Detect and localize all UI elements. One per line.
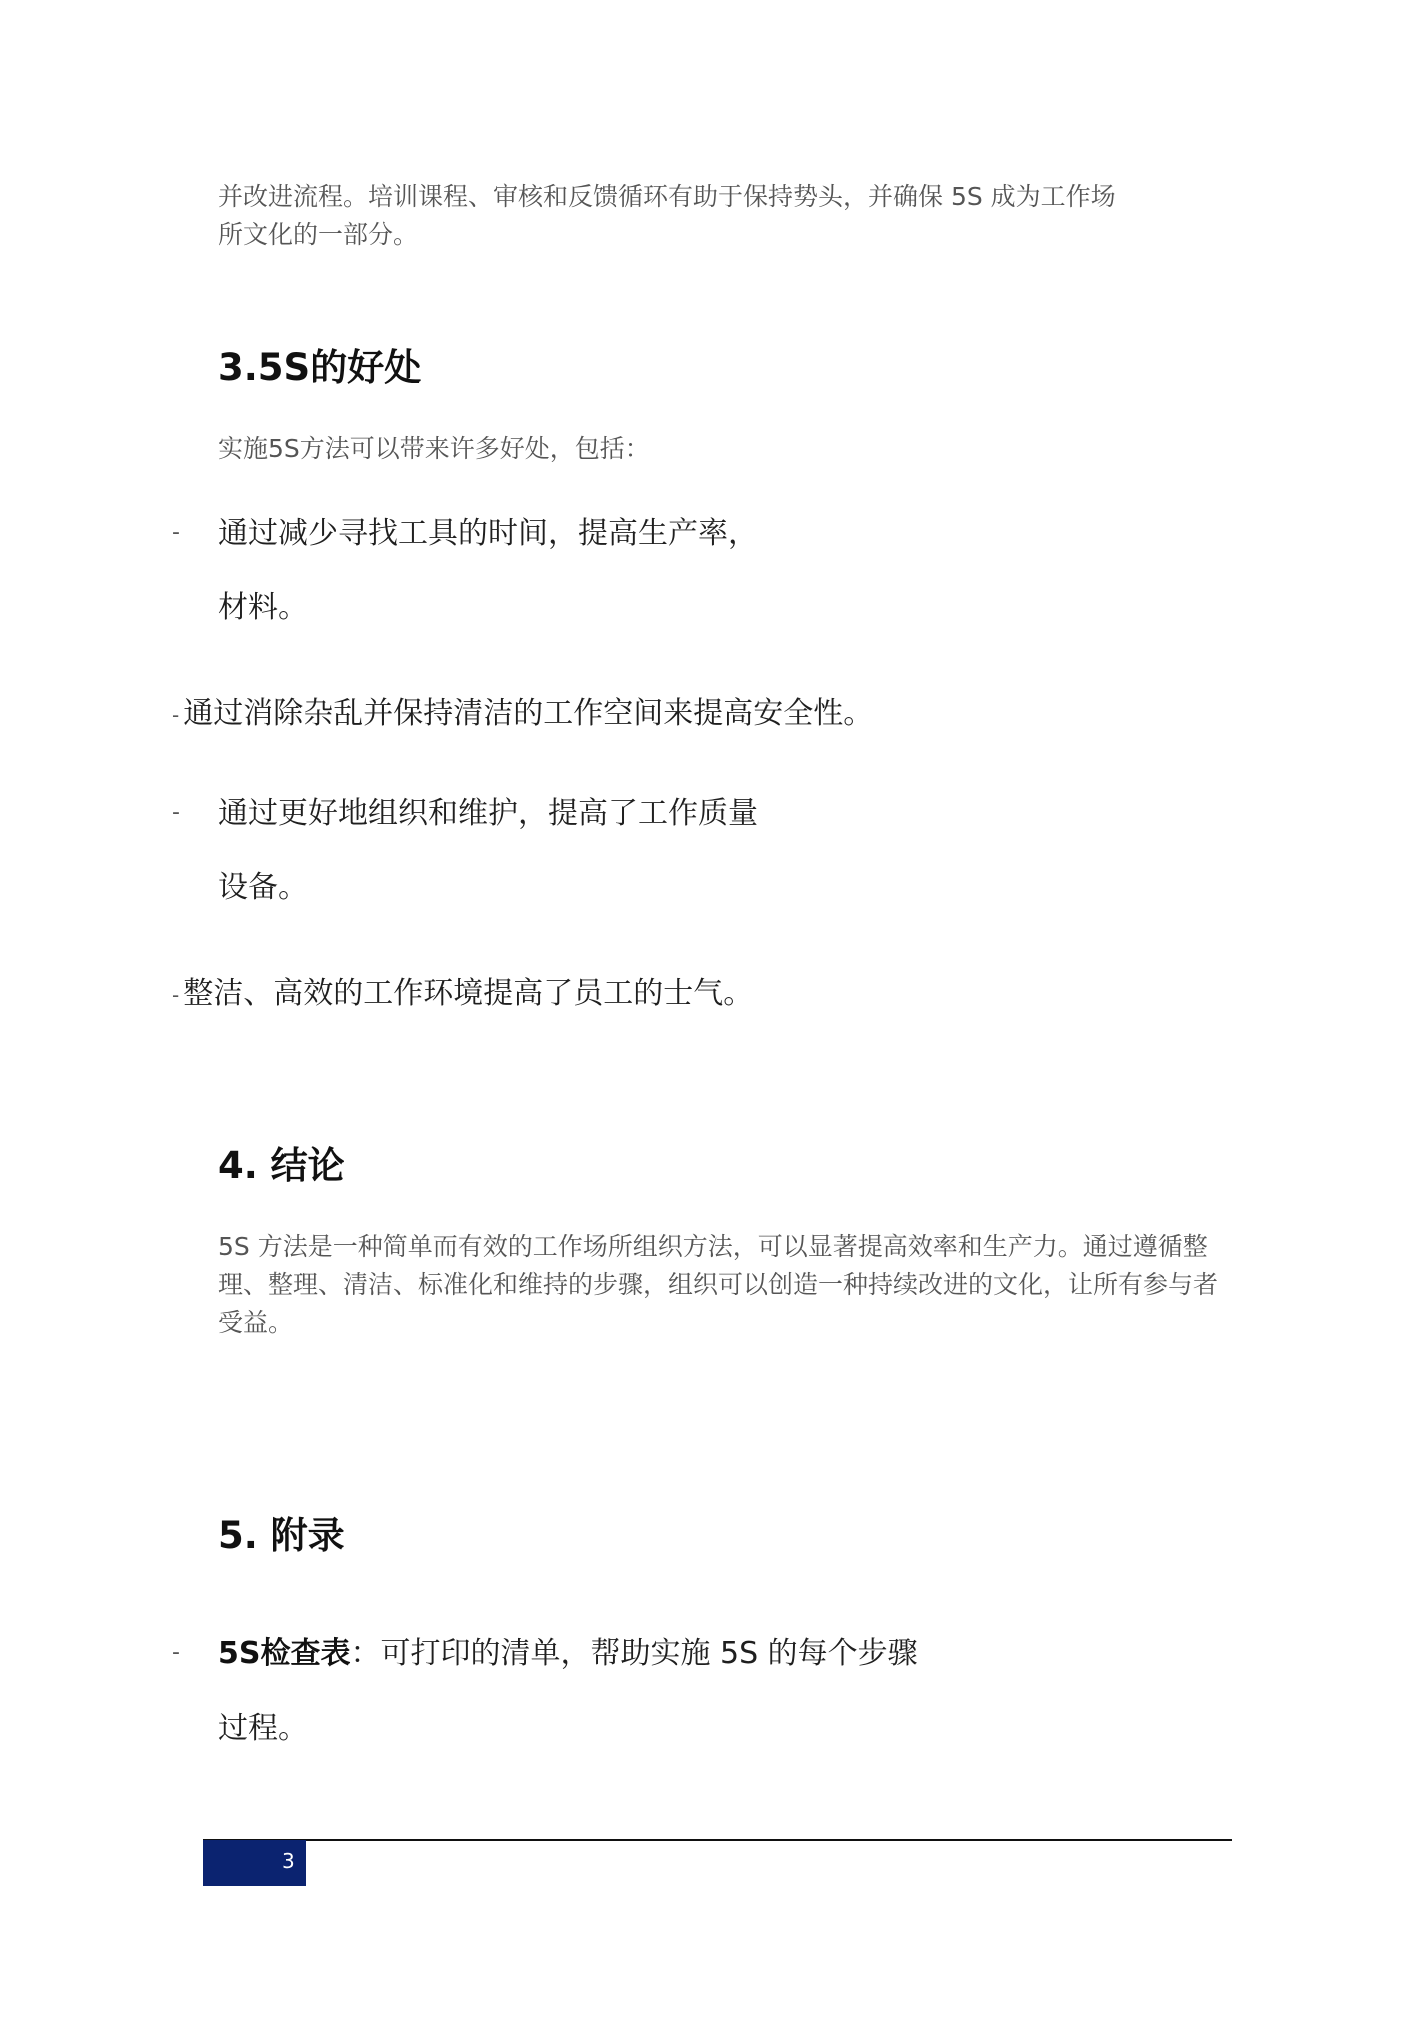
conclusion-paragraph: 5S 方法是一种简单而有效的工作场所组织方法，可以显著提高效率和生产力。通过遵循整理、整理、清洁、标准化和维持的步骤，组织可以创造一种持续改进的文化，让所有参与者受益。 <box>218 1232 1219 1337</box>
bullet-4-line-1: 整洁、高效的工作环境提高了员工的士气。 <box>183 976 754 1011</box>
bullet-dash: - <box>172 1640 180 1665</box>
bullet-3-line-2: 设备。 <box>218 870 308 905</box>
intro-line-2: 所文化的一部分。 <box>218 220 419 249</box>
bullet-dash: - <box>172 982 180 1007</box>
footer-rule <box>203 1839 1232 1841</box>
bullet-2-line-1: 通过消除杂乱并保持清洁的工作空间来提高安全性。 <box>183 696 874 731</box>
section-heading-benefits: 3.5S的好处 <box>218 346 422 389</box>
bullet-dash: - <box>172 800 180 825</box>
bullet-dash: - <box>172 702 180 727</box>
appendix-item-text: ：可打印的清单，帮助实施 5S 的每个步骤 <box>350 1636 918 1671</box>
benefits-lead: 实施5S方法可以带来许多好处，包括： <box>218 434 650 463</box>
page-number: 3 <box>282 1849 295 1873</box>
bullet-dash: - <box>172 520 180 545</box>
appendix-item-line-2: 过程。 <box>218 1711 308 1746</box>
bullet-4 <box>172 968 753 1012</box>
bullet-3-line-1: 通过更好地组织和维护，提高了工作质量 <box>218 796 758 831</box>
bullet-2 <box>172 688 873 732</box>
appendix-item-line-1 <box>218 1628 918 1672</box>
bullet-1-line-2: 材料。 <box>218 590 308 625</box>
appendix-item-title: 5S检查表 <box>218 1636 351 1671</box>
intro-line-1: 并改进流程。培训课程、审核和反馈循环有助于保持势头，并确保 5S 成为工作场 <box>218 182 1116 211</box>
section-heading-appendix: 5. 附录 <box>218 1514 345 1557</box>
bullet-1-line-1: 通过减少寻找工具的时间，提高生产率， <box>218 516 758 551</box>
section-heading-conclusion: 4. 结论 <box>218 1144 345 1187</box>
